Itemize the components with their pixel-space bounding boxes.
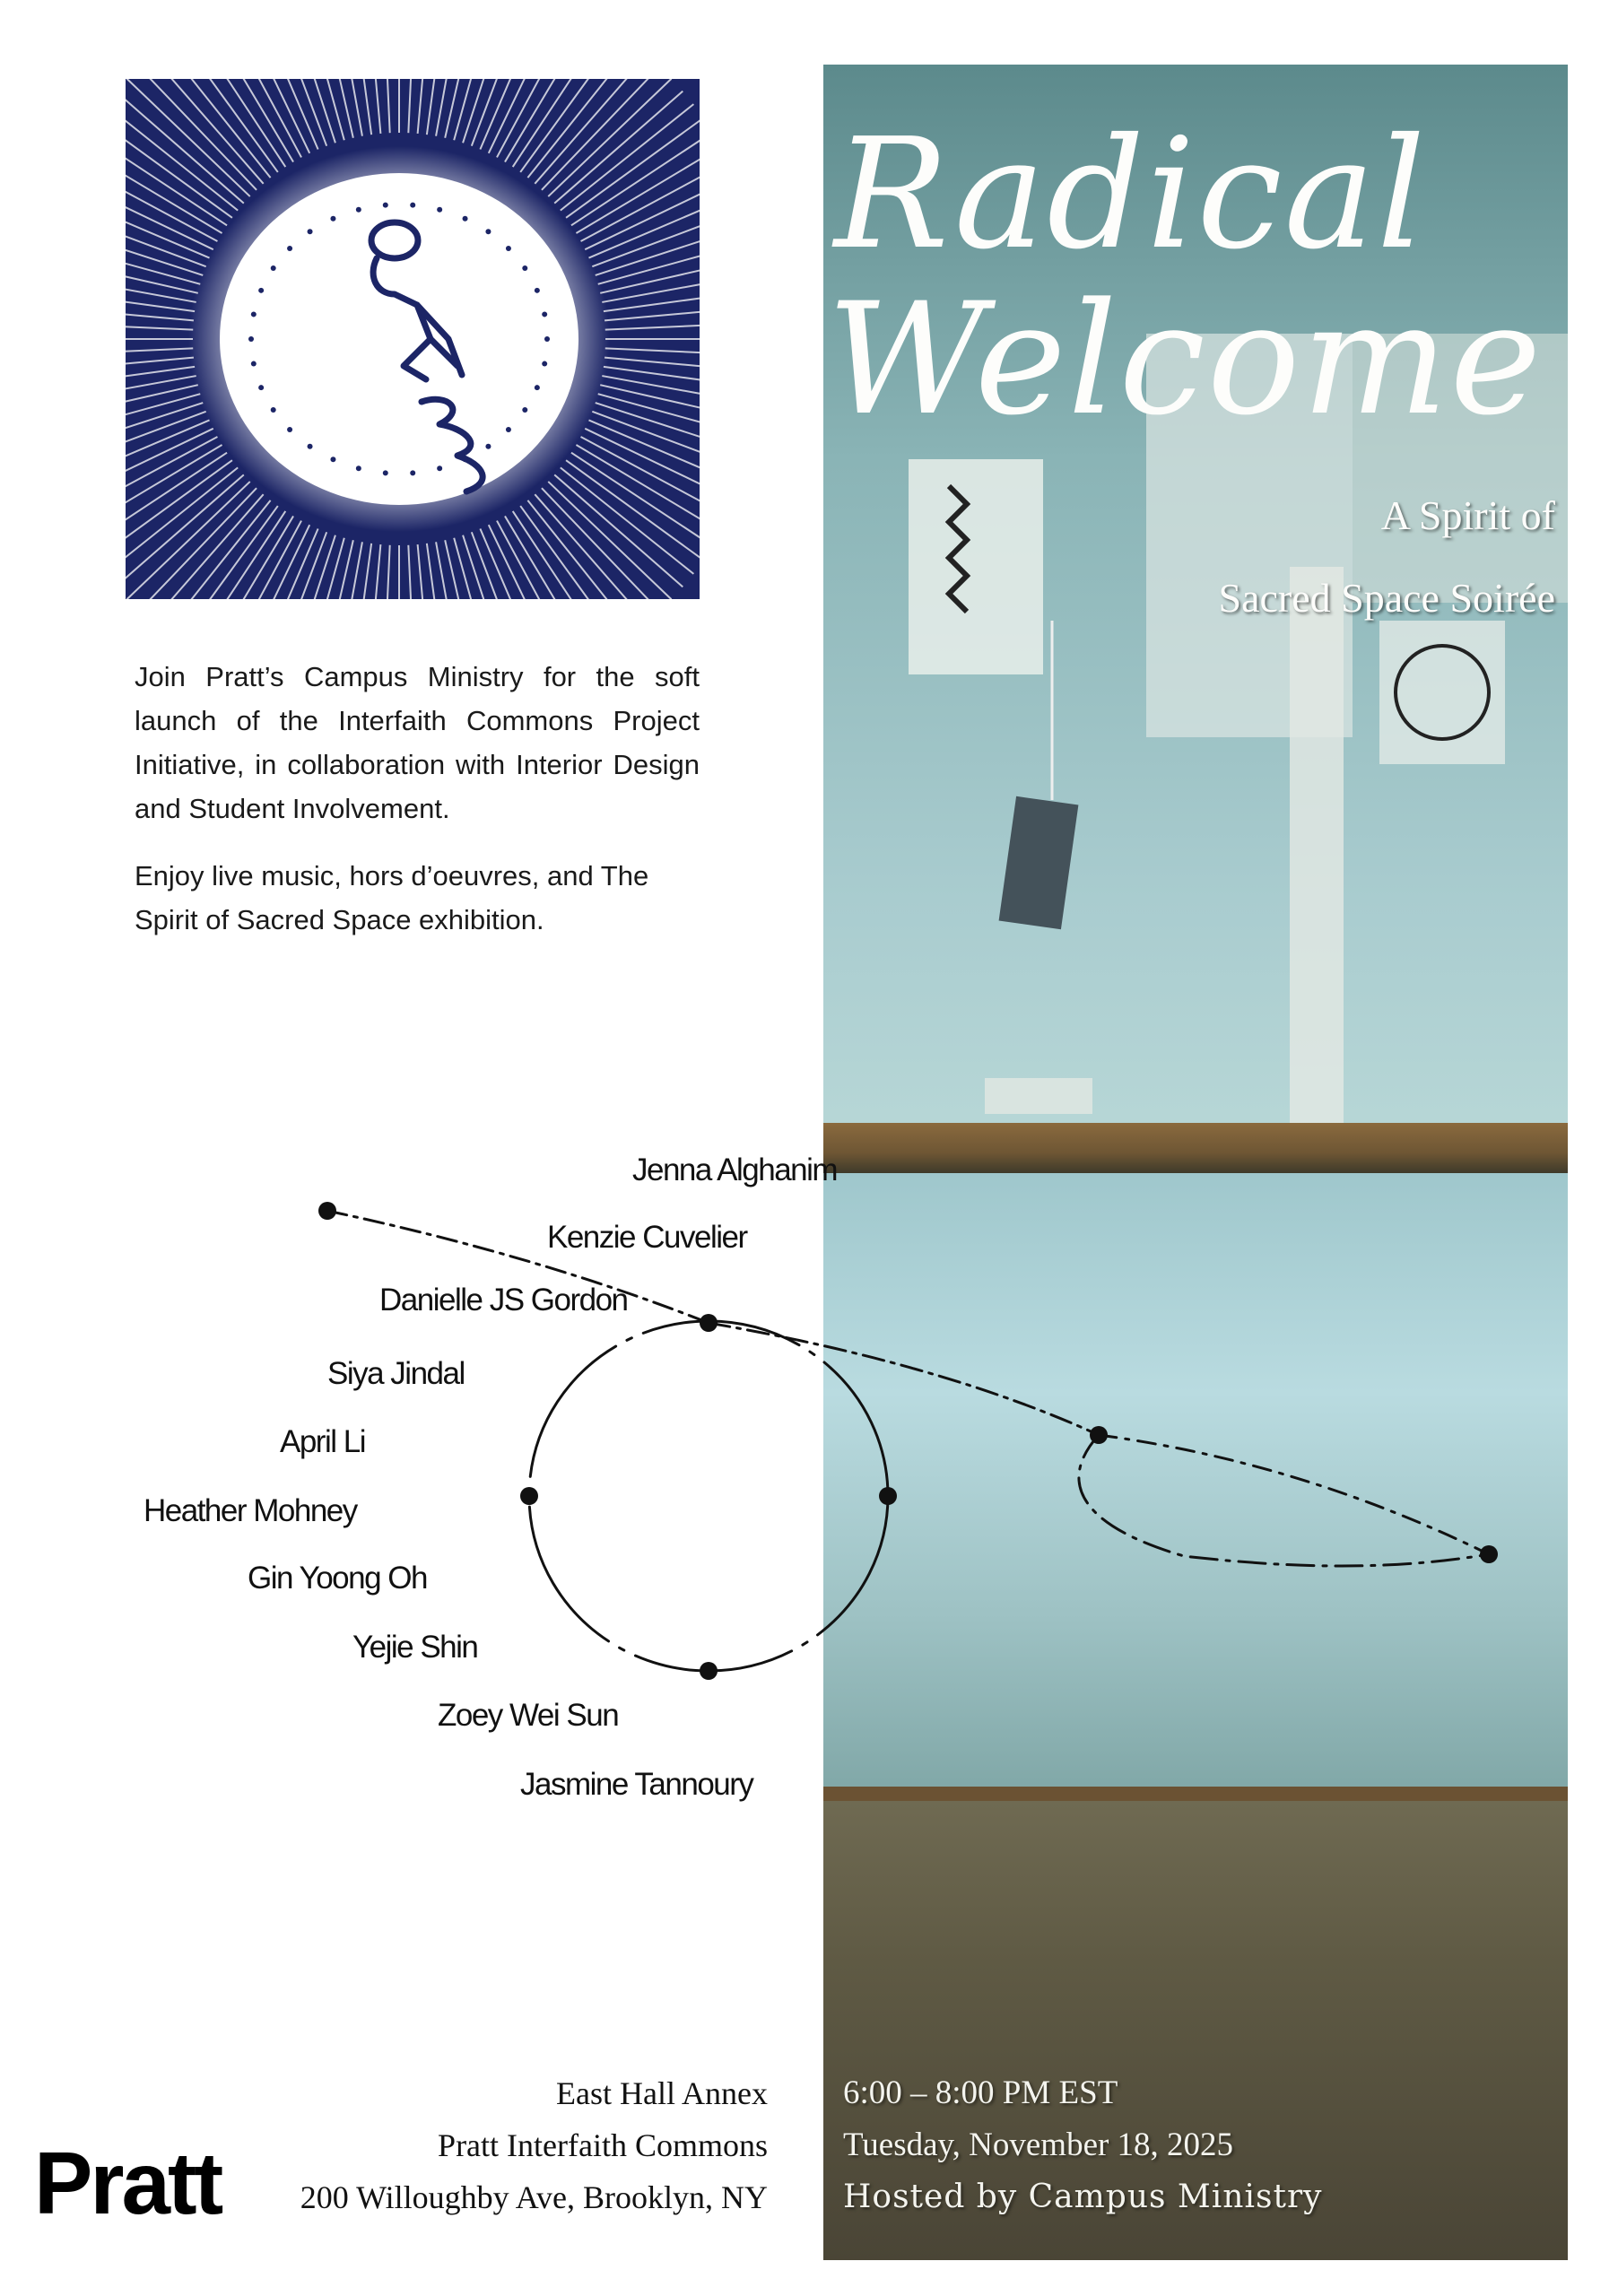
- star-node: [700, 1662, 718, 1680]
- star-node: [1090, 1426, 1108, 1444]
- participant-name: Yejie Shin: [352, 1630, 478, 1665]
- star-node: [1480, 1545, 1498, 1563]
- participant-name: April Li: [280, 1424, 365, 1459]
- event-time: 6:00 – 8:00 PM EST: [843, 2074, 1118, 2111]
- star-node: [700, 1314, 718, 1332]
- intro-paragraph-2: Enjoy live music, hors d’oeuvres, and The Spirit of Sacred Space exhibition.: [135, 860, 649, 935]
- participant-name: Zoey Wei Sun: [438, 1698, 619, 1733]
- venue-line-3: 200 Willoughby Ave, Brooklyn, NY: [300, 2179, 768, 2215]
- star-node: [879, 1487, 897, 1505]
- title-line-2: Welcome: [827, 269, 1544, 449]
- participant-name: Gin Yoong Oh: [248, 1561, 427, 1596]
- sketch-illustration: [108, 70, 718, 608]
- participant-name: Jasmine Tannoury: [520, 1767, 753, 1802]
- intro-text: [135, 655, 700, 965]
- subtitle-line-1: A Spirit of: [1380, 492, 1555, 538]
- subtitle-line-2: Sacred Space Soirée: [1218, 575, 1555, 621]
- intro-paragraph-1: Join Pratt’s Campus Ministry for the soft launch of the Interfaith Commons Project Initiative, in collaboration with Interior Design and Student Involvement.: [135, 661, 700, 824]
- participant-name: Siya Jindal: [327, 1356, 465, 1391]
- participant-name: Danielle JS Gordon: [379, 1283, 628, 1318]
- star-node: [520, 1487, 538, 1505]
- venue-line-2: Pratt Interfaith Commons: [438, 2127, 768, 2163]
- venue-address: [300, 2067, 768, 2223]
- venue-line-1: East Hall Annex: [556, 2075, 768, 2111]
- pratt-logo: Pratt: [34, 2134, 222, 2232]
- participant-name: Jenna Alghanim: [632, 1152, 838, 1187]
- participant-name: Kenzie Cuvelier: [547, 1220, 747, 1255]
- participant-name: Heather Mohney: [144, 1493, 357, 1528]
- title-line-1: Radical: [834, 106, 1428, 283]
- star-node: [318, 1202, 336, 1220]
- event-host: Hosted by Campus Ministry: [843, 2179, 1323, 2215]
- event-date: Tuesday, November 18, 2025: [843, 2126, 1234, 2163]
- constellation-diagram: [269, 1148, 1543, 1704]
- event-details: [843, 2067, 1322, 2223]
